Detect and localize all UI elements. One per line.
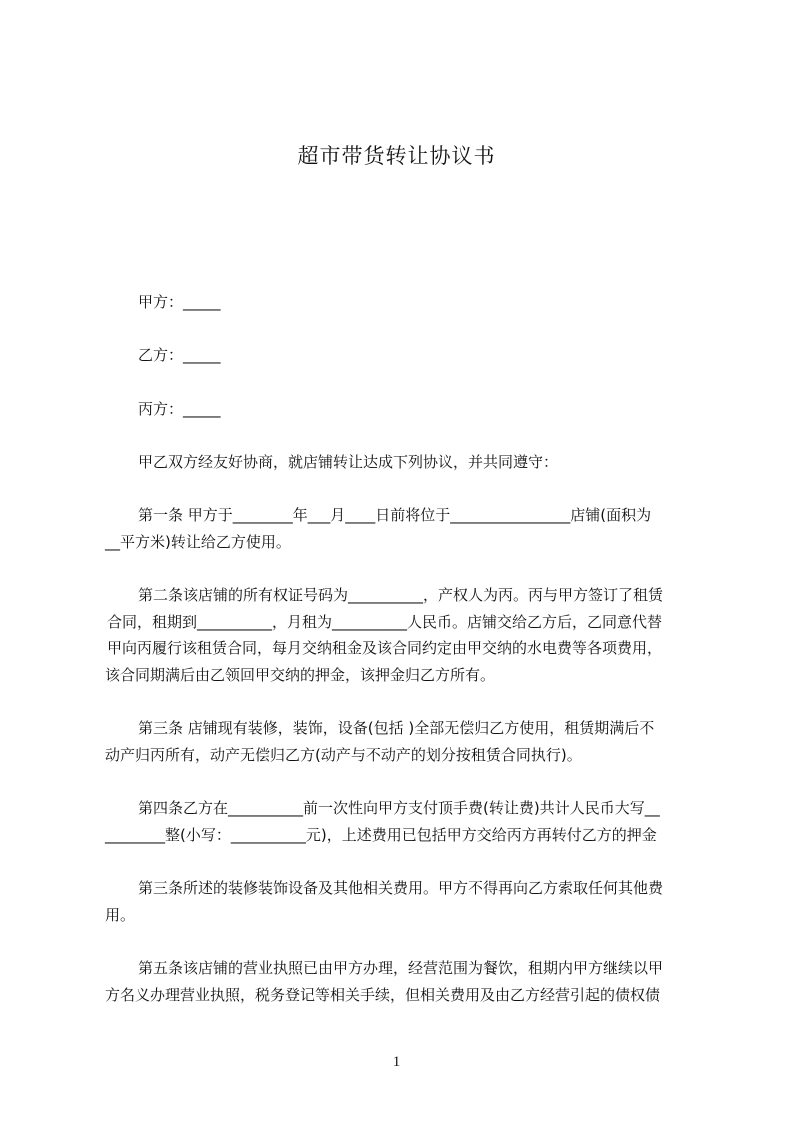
clause-2-line-2: 合同，租期到__________，月租为__________人民币。店铺交给乙方后，乙同意代替 [107,613,663,631]
clause-2-line-4: 该合同期满后由乙领回甲交纳的押金，该押金归乙方所有。 [105,666,496,684]
clause-5-line-1: 第五条该店铺的营业执照已由甲方办理，经营范围为餐饮，租期内甲方继续以甲 [138,959,664,977]
clause-3-line-1: 第三条 店铺现有装修，装饰，设备(包括 )全部无偿归乙方使用，租赁期满后不 [138,719,655,737]
clause-1-line-2: __平方米)转让给乙方使用。 [105,533,291,551]
clause-5-line-2: 方名义办理营业执照，税务登记等相关手续，但相关费用及由乙方经营引起的债权债 [105,986,661,1004]
clause-2-line-3: 甲向丙履行该租赁合同，每月交纳租金及该合同约定由甲交纳的水电费等各项费用， [107,639,663,657]
clause-2-line-1: 第二条该店铺的所有权证号码为__________，产权人为丙。丙与甲方签订了租赁 [138,586,664,604]
page-number: 1 [392,1054,401,1070]
clause-3b-line-2: 用。 [105,906,136,924]
clause-3b-line-1: 第三条所述的装修装饰设备及其他相关费用。甲方不得再向乙方索取任何其他费 [138,879,664,897]
party-bing: 丙方：_____ [138,400,221,418]
party-yi: 乙方：_____ [138,346,221,364]
intro-paragraph: 甲乙双方经友好协商，就店铺转让达成下列协议，并共同遵守： [138,453,559,471]
clause-3-line-2: 动产归丙所有，动产无偿归乙方(动产与不动产的划分按租赁合同执行)。 [105,746,582,764]
clause-4-line-2: ________整(小写：__________元)，上述费用已包括甲方交给丙方再转付乙方的押金 [105,826,657,844]
party-jia: 甲方：_____ [138,293,221,311]
document-title: 超市带货转让协议书 [297,144,496,168]
clause-1-line-1: 第一条 甲方于________年___月____日前将位于________________店铺(面积为 [138,506,652,524]
clause-4-line-1: 第四条乙方在__________前一次性向甲方支付顶手费(转让费)共计人民币大写__ [138,799,660,817]
